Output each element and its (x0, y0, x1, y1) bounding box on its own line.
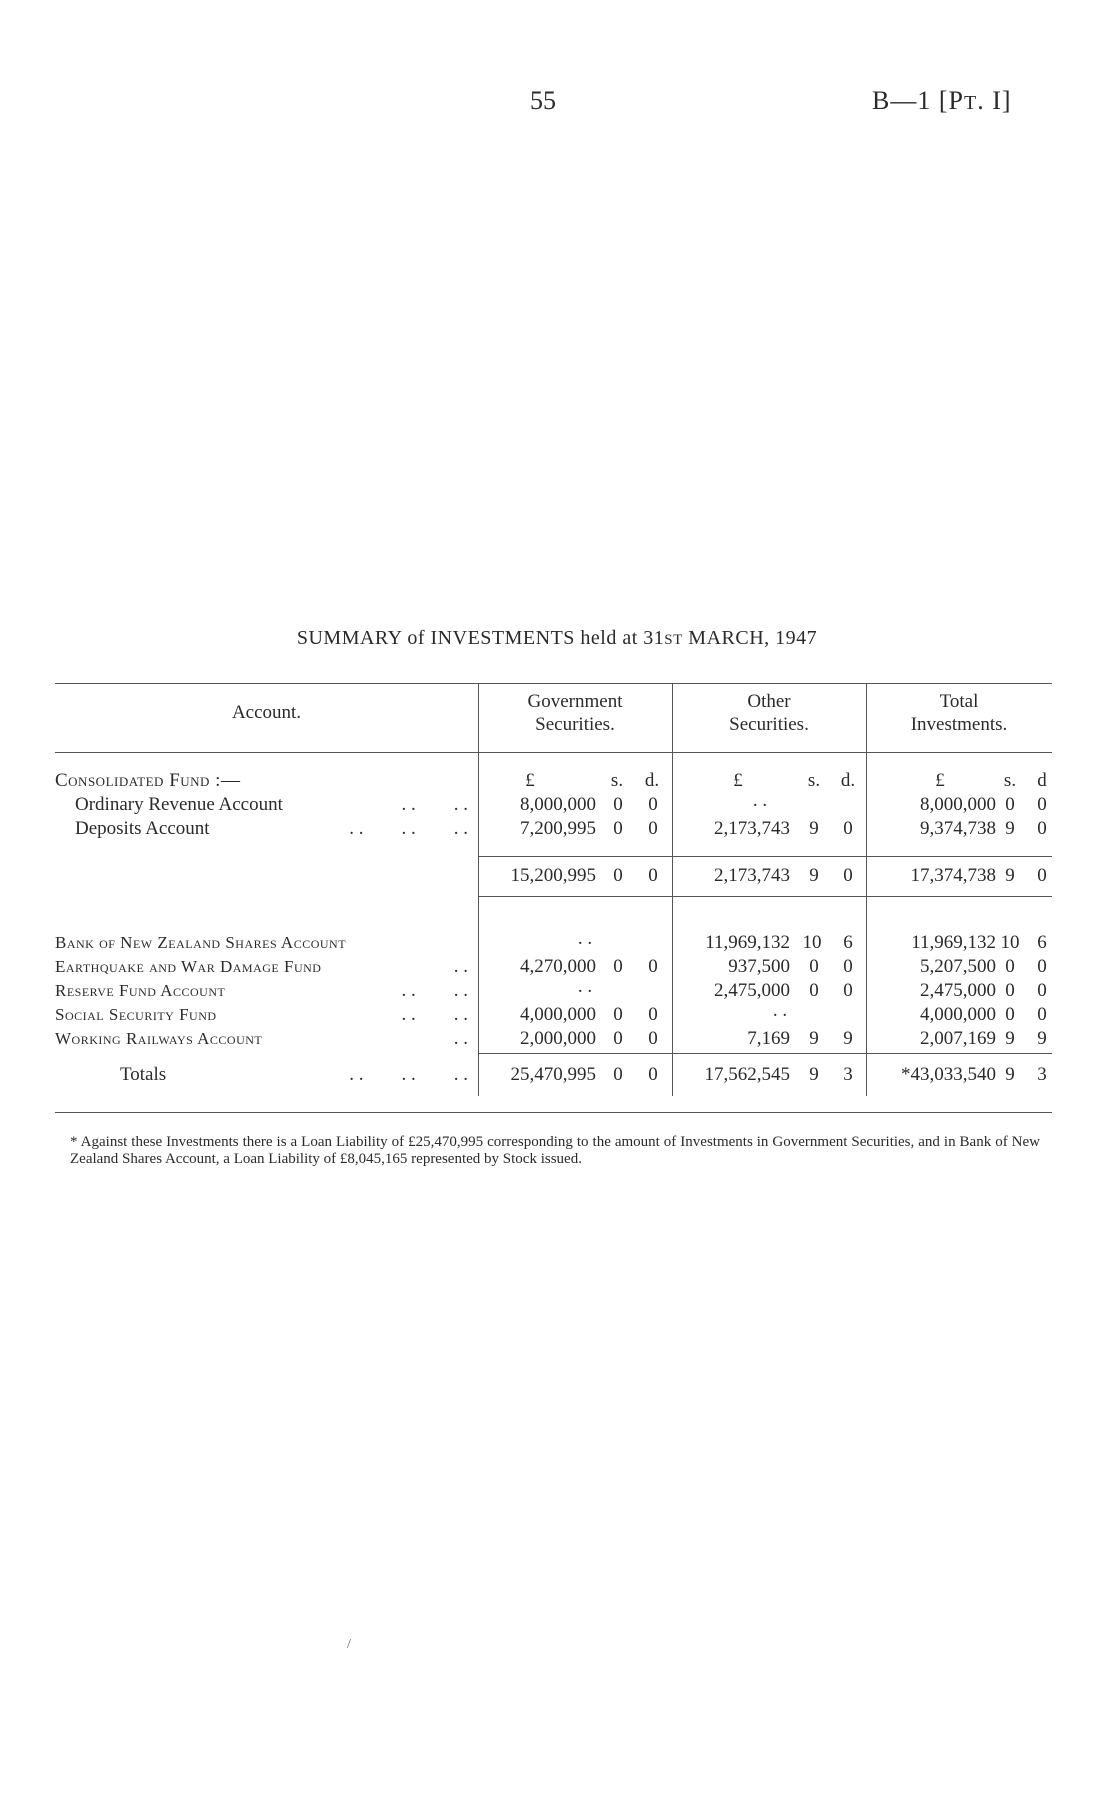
totals-tot-s: 9 (1005, 1064, 1015, 1085)
earthquake-gov-s: 0 (613, 956, 623, 977)
subtotal-oth-d: 0 (843, 865, 853, 886)
unit-d-gov: d. (644, 770, 660, 791)
earthquake-tot-d: 0 (1037, 956, 1047, 977)
ordinary-tot-s: 0 (1005, 794, 1015, 815)
earthquake-oth-d: 0 (843, 956, 853, 977)
railways-oth-d: 9 (843, 1028, 853, 1049)
totals-oth-s: 9 (809, 1064, 819, 1085)
header-bottom-rule (55, 752, 1052, 753)
page-number: 55 (530, 86, 556, 115)
deposits-gov: 7,200,995 (520, 818, 596, 839)
row-label-earthquake-war-damage: Earthquake and War Damage Fund (55, 957, 322, 976)
totals-rule (478, 1053, 1052, 1054)
subtotal-gov: 15,200,995 (510, 865, 596, 886)
earthquake-gov-d: 0 (648, 956, 658, 977)
bank-gov: . . (577, 928, 593, 949)
ordinary-tot: 8,000,000 (920, 794, 996, 815)
subtotal-oth: 2,173,743 (714, 865, 790, 886)
earthquake-oth: 937,500 (728, 956, 790, 977)
totals-oth-d: 3 (843, 1064, 853, 1085)
row-dots: . . (453, 956, 468, 977)
railways-gov-s: 0 (613, 1028, 623, 1049)
deposits-oth-d: 0 (843, 818, 853, 839)
unit-d-oth: d. (840, 770, 856, 791)
ordinary-oth: . . (752, 790, 768, 811)
subtotal-bottom-rule (478, 896, 1052, 897)
railways-gov-d: 0 (648, 1028, 658, 1049)
social-oth: . . (772, 1000, 788, 1021)
reserve-oth: 2,475,000 (714, 980, 790, 1001)
totals-gov: 25,470,995 (510, 1064, 596, 1085)
table-top-rule (55, 683, 1052, 684)
deposits-tot: 9,374,738 (920, 818, 996, 839)
reserve-oth-d: 0 (843, 980, 853, 1001)
subtotal-tot-s: 9 (1005, 865, 1015, 886)
social-gov: 4,000,000 (520, 1004, 596, 1025)
bank-oth: 11,969,132 (705, 932, 790, 953)
social-tot-s: 0 (1005, 1004, 1015, 1025)
deposits-gov-s: 0 (613, 818, 623, 839)
railways-gov: 2,000,000 (520, 1028, 596, 1049)
stray-mark: / (347, 1637, 351, 1652)
deposits-gov-d: 0 (648, 818, 658, 839)
header-account: Account. (231, 702, 302, 723)
unit-pound-oth: £ (733, 770, 743, 791)
unit-s-tot: s. (1003, 770, 1017, 791)
subtotal-gov-d: 0 (648, 865, 658, 886)
row-label-bank-nz-shares: Bank of New Zealand Shares Account (55, 933, 347, 952)
totals-gov-d: 0 (648, 1064, 658, 1085)
railways-oth-s: 9 (809, 1028, 819, 1049)
totals-tot: *43,033,540 (901, 1064, 996, 1085)
row-label-reserve-fund: Reserve Fund Account (55, 981, 226, 1000)
deposits-oth: 2,173,743 (714, 818, 790, 839)
social-gov-d: 0 (648, 1004, 658, 1025)
row-dots: . . . . (401, 1004, 468, 1025)
ordinary-gov-s: 0 (613, 794, 623, 815)
header-other-securities: Other Securities. (729, 691, 809, 735)
header-government-securities: Government Securities. (527, 691, 623, 735)
bank-oth-d: 6 (843, 932, 853, 953)
row-label-social-security: Social Security Fund (55, 1005, 217, 1024)
subtotal-gov-s: 0 (613, 865, 623, 886)
table-title: SUMMARY of INVESTMENTS held at 31ST MARCH, 1947 (296, 627, 818, 649)
reserve-tot: 2,475,000 (920, 980, 996, 1001)
subtotal-tot-d: 0 (1037, 865, 1047, 886)
reserve-gov: . . (577, 976, 593, 997)
reserve-oth-s: 0 (809, 980, 819, 1001)
subtotal-tot: 17,374,738 (910, 865, 996, 886)
table-bottom-rule (55, 1112, 1052, 1113)
deposits-tot-d: 0 (1037, 818, 1047, 839)
row-label-totals: Totals (120, 1064, 167, 1085)
deposits-tot-s: 9 (1005, 818, 1015, 839)
railways-tot: 2,007,169 (920, 1028, 996, 1049)
earthquake-tot: 5,207,500 (920, 956, 996, 977)
header-total-investments: Total Investments. (910, 691, 1008, 735)
row-dots: . . . . . . (349, 818, 468, 839)
earthquake-tot-s: 0 (1005, 956, 1015, 977)
totals-tot-d: 3 (1037, 1064, 1047, 1085)
reserve-tot-s: 0 (1005, 980, 1015, 1001)
deposits-oth-s: 9 (809, 818, 819, 839)
row-dots: . . . . (401, 794, 468, 815)
social-gov-s: 0 (613, 1004, 623, 1025)
social-tot: 4,000,000 (920, 1004, 996, 1025)
totals-gov-s: 0 (613, 1064, 623, 1085)
earthquake-gov: 4,270,000 (520, 956, 596, 977)
ordinary-gov-d: 0 (648, 794, 658, 815)
railways-tot-d: 9 (1037, 1028, 1047, 1049)
railways-oth: 7,169 (747, 1028, 790, 1049)
bank-tot-s: 10 (1000, 932, 1020, 953)
social-tot-d: 0 (1037, 1004, 1047, 1025)
row-dots: . . . . (401, 980, 468, 1001)
ordinary-gov: 8,000,000 (520, 794, 596, 815)
earthquake-oth-s: 0 (809, 956, 819, 977)
subtotal-oth-s: 9 (809, 865, 819, 886)
unit-pound-tot: £ (935, 770, 945, 791)
unit-pound-gov: £ (525, 770, 535, 791)
totals-oth: 17,562,545 (704, 1064, 790, 1085)
row-dots: . . (453, 1028, 468, 1049)
ordinary-tot-d: 0 (1037, 794, 1047, 815)
document-reference: B—1 [PT. I] (872, 86, 1012, 115)
reserve-tot-d: 0 (1037, 980, 1047, 1001)
subtotal-rule (478, 856, 1052, 857)
row-label-deposits: Deposits Account (75, 818, 210, 839)
bank-tot-d: 6 (1037, 932, 1047, 953)
row-dots: . . . . . . (349, 1064, 468, 1085)
bank-oth-s: 10 (802, 932, 822, 953)
unit-d-tot: d (1037, 770, 1047, 791)
row-label-consolidated-fund: Consolidated Fund :— (55, 770, 241, 791)
row-label-ordinary-revenue: Ordinary Revenue Account (75, 794, 283, 815)
unit-s-oth: s. (807, 770, 821, 791)
footnote: * Against these Investments there is a Loan Liability of £25,470,995 corresponding to the amount of Investments in Government Securities, and in Bank of New Zealand Shares Account, a Loan Liability of £8,045,165 represented by Stock issued. (70, 1134, 1040, 1167)
unit-s-gov: s. (610, 770, 624, 791)
row-label-working-railways: Working Railways Account (55, 1029, 263, 1048)
bank-tot: 11,969,132 (911, 932, 996, 953)
railways-tot-s: 9 (1005, 1028, 1015, 1049)
